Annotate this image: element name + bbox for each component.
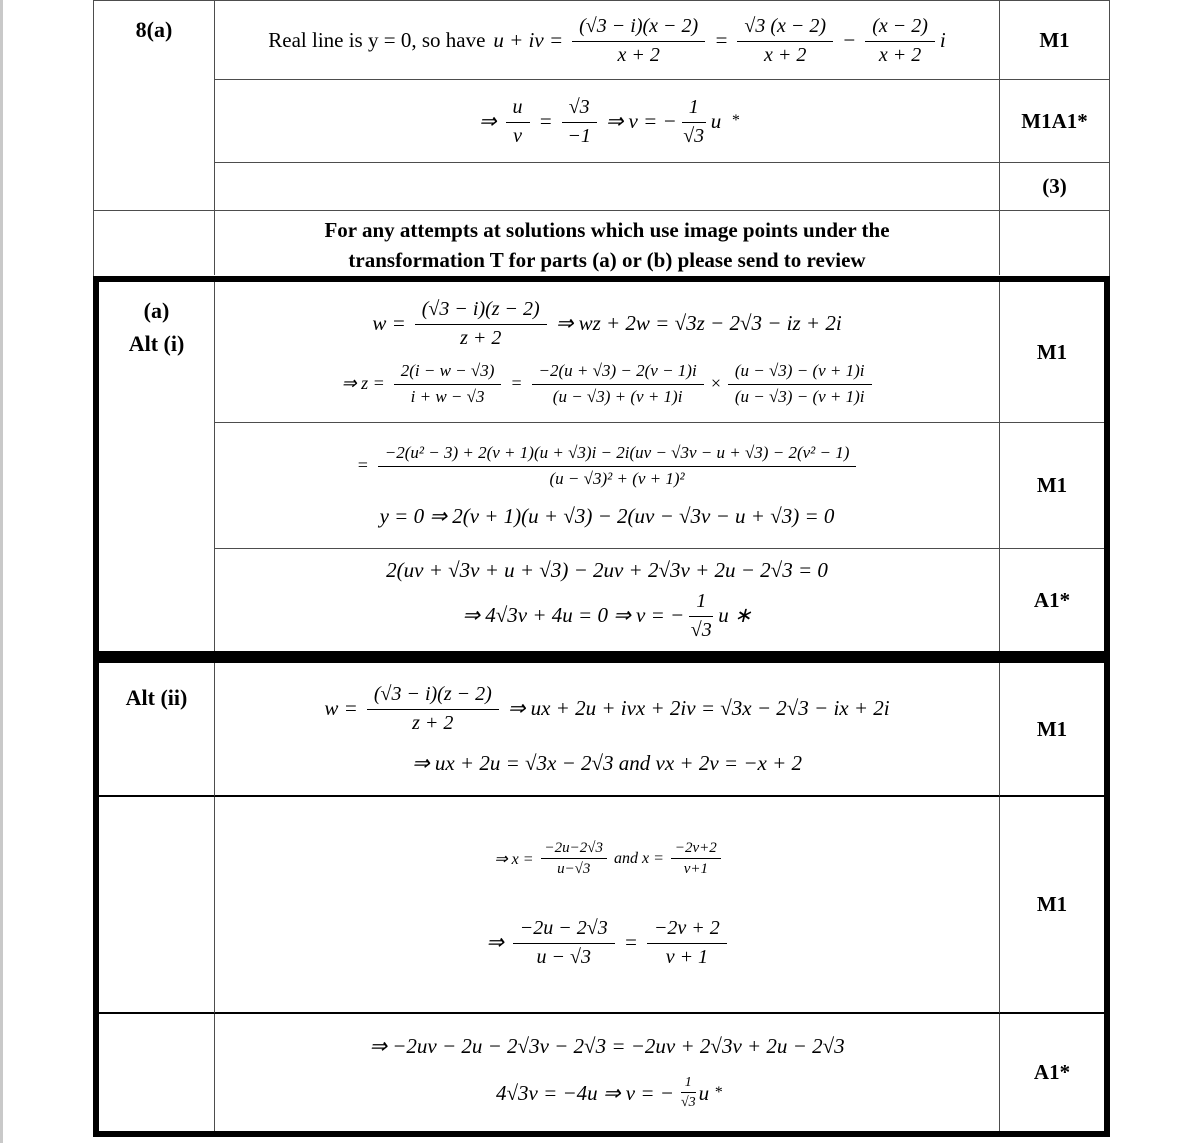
- fraction-numerator: −2v+2: [671, 840, 721, 859]
- fraction: [367, 682, 499, 735]
- math-line: [337, 360, 876, 407]
- answer-star: *: [731, 112, 740, 129]
- math-text: 4√3v = −4u ⇒ v = −: [495, 1080, 674, 1105]
- fraction-denominator: v + 1: [665, 946, 709, 969]
- working-cell-8a-2: [215, 80, 1000, 163]
- fraction-numerator: −2(u² − 3) + 2(v + 1)(u + √3)i − 2i(uv − √3v − u + √3) − 2(v² − 1): [378, 442, 857, 467]
- working-cell-alt1-1: [215, 282, 1000, 423]
- fraction-numerator: √3: [562, 95, 597, 123]
- math-text: u: [710, 108, 722, 133]
- mark-cell: [1000, 1, 1109, 80]
- mark-cell: [1000, 549, 1104, 651]
- mark-scheme-table: [93, 0, 1110, 1137]
- math-text: w =: [372, 310, 406, 335]
- section-8a: [93, 0, 1110, 276]
- math-text: i: [939, 27, 946, 52]
- multiply-sign: ×: [709, 373, 722, 394]
- mark-cell: [1000, 797, 1104, 1014]
- mark-cell: [1000, 423, 1104, 549]
- fraction: [562, 95, 597, 148]
- fraction-numerator: −2u − 2√3: [513, 916, 615, 944]
- mark-cell: [1000, 211, 1109, 275]
- fraction-numerator: 1: [681, 1075, 696, 1093]
- fraction-denominator: v+1: [683, 860, 708, 877]
- fraction: [681, 1075, 696, 1111]
- math-line: [264, 14, 950, 67]
- mark-label: M1: [1036, 339, 1068, 364]
- math-text: u + iv =: [493, 27, 564, 52]
- fraction-denominator: x + 2: [617, 43, 660, 66]
- review-note: For any attempts at solutions which use image points under the transformation T for parts (a) or (b) please send to review: [324, 218, 890, 273]
- math-text: ⇒ ux + 2u = √3x − 2√3 and vx + 2v = −x + 2: [411, 750, 803, 775]
- working-cell-alt1-2: [215, 423, 1000, 549]
- math-text: u ∗: [718, 602, 752, 627]
- mark-cell: [1000, 1014, 1104, 1131]
- fraction-numerator: u: [506, 95, 530, 123]
- math-text: ⇒: [478, 108, 497, 133]
- math-text: ⇒ 4√3v + 4u = 0 ⇒ v = −: [462, 602, 685, 627]
- fraction-numerator: 1: [689, 589, 713, 617]
- fraction-denominator: x + 2: [878, 43, 922, 66]
- working-cell-8a-3: [215, 163, 1000, 211]
- mark-label: M1: [1036, 892, 1068, 916]
- math-text: ⇒ z =: [341, 373, 385, 394]
- working-cell-alt2-3: [215, 1014, 1000, 1131]
- fraction-denominator: u − √3: [536, 946, 592, 969]
- mark-cell: [1000, 163, 1109, 211]
- fraction-numerator: (√3 − i)(z − 2): [367, 682, 499, 710]
- math-line: [365, 1034, 848, 1059]
- working-cell-alt2-2: [215, 797, 1000, 1014]
- page-edge-strip: [0, 0, 3, 1143]
- alt-i-block: [93, 276, 1110, 657]
- math-text: ⇒ ux + 2u + ivx + 2iv = √3x − 2√3 − ix + 2i: [507, 696, 890, 721]
- fraction-numerator: −2v + 2: [647, 916, 727, 944]
- fraction: [506, 95, 530, 148]
- fraction: [532, 360, 704, 407]
- mark-label: M1A1*: [1021, 108, 1088, 133]
- mark-cell: [1000, 80, 1109, 163]
- alt-ii-empty-label-cell: [99, 797, 215, 1014]
- mark-label: M1: [1039, 27, 1070, 52]
- fraction: [647, 916, 727, 969]
- fraction: [689, 589, 713, 642]
- fraction: [513, 916, 615, 969]
- alt-i-label-alt: Alt (i): [128, 331, 185, 356]
- fraction: [541, 840, 607, 878]
- fraction: [378, 442, 857, 489]
- math-text: ⇒ v = −: [605, 108, 677, 133]
- math-line: [475, 95, 739, 148]
- fraction: [572, 14, 705, 67]
- fraction: [737, 14, 833, 67]
- mark-label: M1: [1036, 716, 1068, 741]
- math-text: ⇒ wz + 2w = √3z − 2√3 − iz + 2i: [555, 310, 842, 335]
- math-line: [320, 682, 893, 735]
- fraction: [865, 14, 935, 67]
- math-text: =: [538, 108, 553, 133]
- question-number: 8(a): [135, 17, 173, 42]
- mark-label: A1*: [1033, 587, 1071, 612]
- alt-ii-block: [93, 657, 1110, 1137]
- fraction-denominator: √3: [690, 618, 712, 641]
- math-line: [382, 558, 832, 583]
- fraction-denominator: √3: [683, 124, 705, 147]
- math-text: −: [842, 27, 857, 52]
- review-label-cell: [94, 211, 215, 275]
- math-text: 2(uv + √3v + u + √3) − 2uv + 2√3v + 2u − 2√3 = 0: [386, 558, 828, 583]
- fraction-numerator: −2(u + √3) − 2(v − 1)i: [532, 360, 704, 385]
- alt-ii-label-cell: [99, 663, 215, 797]
- math-text: ⇒: [486, 930, 504, 955]
- fraction-denominator: (u − √3) − (v + 1)i: [734, 387, 865, 407]
- math-text: Real line is y = 0, so have: [268, 27, 486, 52]
- alt-ii-empty-label-cell: [99, 1014, 215, 1131]
- working-cell-8a-1: [215, 1, 1000, 80]
- fraction: [394, 360, 502, 407]
- alt-ii-label: Alt (ii): [125, 685, 188, 710]
- math-line: [376, 504, 839, 529]
- math-text: y = 0 ⇒ 2(v + 1)(u + √3) − 2(uv − √3v − u + √3) = 0: [379, 504, 835, 528]
- math-text: =: [356, 455, 369, 475]
- fraction-numerator: (x − 2): [865, 14, 935, 42]
- review-note-cell: [215, 211, 1000, 275]
- total-marks: (3): [1042, 174, 1067, 198]
- math-line: [353, 442, 862, 489]
- fraction: [728, 360, 872, 407]
- working-cell-alt2-1: [215, 663, 1000, 797]
- mark-label: A1*: [1033, 1060, 1071, 1084]
- math-line: [368, 297, 845, 350]
- fraction-denominator: √3: [680, 1095, 696, 1110]
- math-line: [408, 751, 806, 776]
- fraction-denominator: (u − √3)² + (v + 1)²: [549, 469, 685, 488]
- alt-i-label-cell: [99, 282, 215, 651]
- fraction-numerator: 1: [682, 95, 706, 123]
- answer-star: *: [714, 1084, 722, 1101]
- fraction: [682, 95, 706, 148]
- math-text: =: [510, 373, 523, 394]
- fraction-denominator: −1: [567, 124, 591, 147]
- mark-cell: [1000, 663, 1104, 797]
- fraction-numerator: (u − √3) − (v + 1)i: [728, 360, 872, 385]
- math-line: [482, 916, 732, 969]
- question-number-cell: [94, 1, 215, 211]
- working-cell-alt1-3: [215, 549, 1000, 651]
- math-text: =: [714, 27, 729, 52]
- fraction-numerator: 2(i − w − √3): [394, 360, 502, 385]
- fraction: [415, 297, 547, 350]
- fraction-denominator: i + w − √3: [410, 387, 485, 407]
- math-text: and x =: [613, 849, 664, 867]
- alt-i-label-part: (a): [143, 298, 170, 323]
- fraction-denominator: x + 2: [764, 43, 807, 66]
- fraction-numerator: (√3 − i)(x − 2): [572, 14, 705, 42]
- fraction-denominator: z + 2: [412, 712, 454, 735]
- math-line: [458, 589, 755, 642]
- fraction-denominator: z + 2: [460, 326, 502, 349]
- math-text: ⇒ −2uv − 2u − 2√3v − 2√3 = −2uv + 2√3v + 2u − 2√3: [369, 1034, 845, 1058]
- fraction-denominator: (u − √3) + (v + 1)i: [552, 387, 683, 407]
- fraction-denominator: v: [513, 124, 522, 147]
- fraction: [671, 840, 721, 878]
- fraction-numerator: −2u−2√3: [541, 840, 607, 859]
- mark-label: M1: [1036, 473, 1068, 497]
- math-line: [490, 840, 724, 878]
- mark-cell: [1000, 282, 1104, 423]
- math-text: =: [623, 930, 638, 955]
- math-text: w =: [324, 696, 358, 721]
- fraction-numerator: (√3 − i)(z − 2): [415, 297, 547, 325]
- fraction-numerator: √3 (x − 2): [737, 14, 833, 42]
- math-line: [492, 1075, 722, 1111]
- fraction-denominator: u−√3: [557, 860, 591, 877]
- math-text: u: [698, 1080, 710, 1105]
- math-text: ⇒ x =: [494, 850, 534, 868]
